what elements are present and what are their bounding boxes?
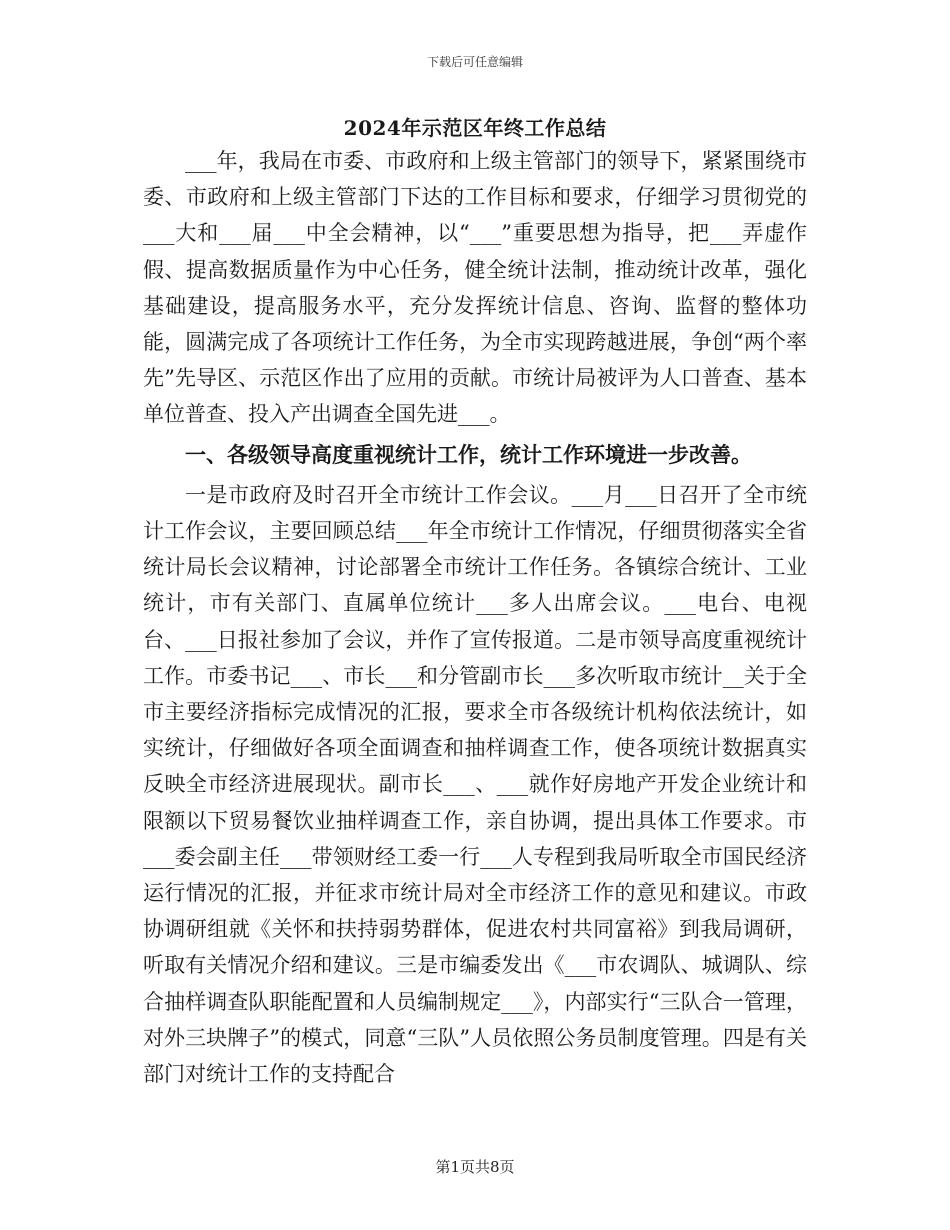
section-heading-1: 一、各级领导高度重视统计工作，统计工作环境进一步改善。 [185, 441, 752, 467]
document-body [143, 143, 807, 1092]
paragraph-intro: ___年，我局在市委、市政府和上级主管部门的领导下，紧紧围绕市委、市政府和上级主管部门下达的工作目标和要求，仔细学习贯彻党的___大和___届___中全会精神，以“___”重要思想为指导，把___弄虚作假、提高数据质量作为中心任务，健全统计法制，推动统计改革，强化基础建设，提高服务水平，充分发挥统计信息、咨询、监督的整体功能，圆满完成了各项统计工作任务，为全市实现跨越进展，争创“两个率先”先导区、示范区作出了应用的贡献。市统计局被评为人口普查、基本单位普查、投入产出调查全国先进___。 [143, 149, 807, 427]
document-title: 2024年示范区年终工作总结 [343, 116, 607, 140]
page-header-note: 下载后可任意编辑 [426, 55, 523, 69]
page-number: 第1页共8页 [435, 1158, 515, 1176]
paragraph-section-1: 一是市政府及时召开全市统计工作会议。___月___日召开了全市统计工作会议，主要回顾总结___年全市统计工作情况，仔细贯彻落实全省统计局长会议精神，讨论部署全市统计工作任务。各镇综合统计、工业统计，市有关部门、直属单位统计___多人出席会议。___电台、电视台、___日报社参加了会议，并作了宣传报道。二是市领导高度重视统计工作。市委书记___、市长___和分管副市长___多次听取市统计__关于全市主要经济指标完成情况的汇报，要求全市各级统计机构依法统计，如实统计，仔细做好各项全面调查和抽样调查工作，使各项统计数据真实反映全市经济进展现状。副市长___、___就作好房地产开发企业统计和限额以下贸易餐饮业抽样调查工作，亲自协调，提出具体工作要求。市___委会副主任___带领财经工委一行___人专程到我局听取全市国民经济运行情况的汇报，并征求市统计局对全市经济工作的意见和建议。市政协调研组就《关怀和扶持弱势群体，促进农村共同富裕》到我局调研，听取有关情况介绍和建议。三是市编委发出《___市农调队、城调队、综合抽样调查队职能配置和人员编制规定___》，内部实行“三队合一管理，对外三块牌子”的模式，同意“三队”人员依照公务员制度管理。四是有关部门对统计工作的支持配合 [143, 482, 807, 1087]
